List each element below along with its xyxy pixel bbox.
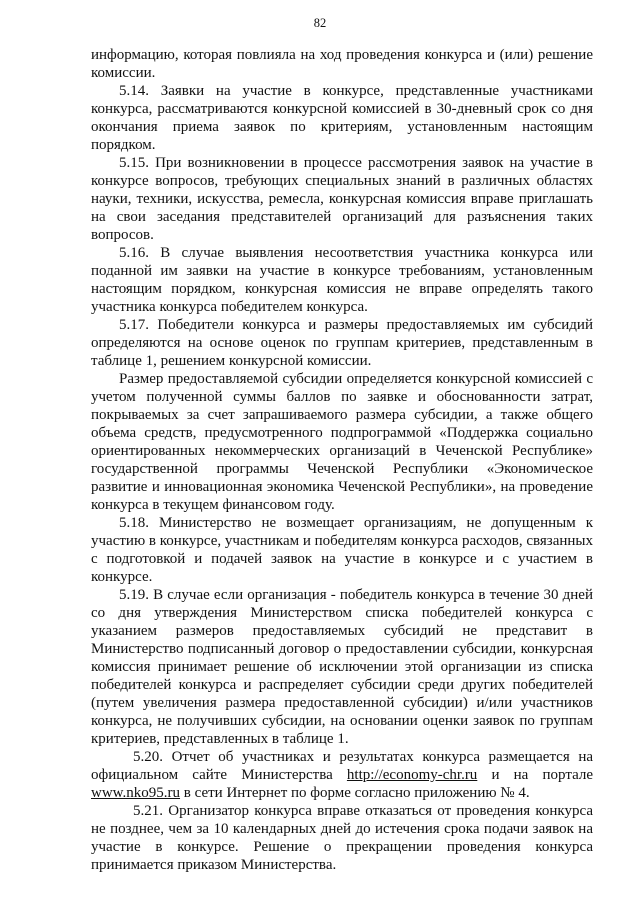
nko-portal-link[interactable]: www.nko95.ru xyxy=(91,785,181,801)
paragraph-5-16: 5.16. В случае выявления несоответствия участника конкурса или поданной им заявки на участие в конкурсе требованиям, установленным настоящим порядком, конкурсная комиссия не вправе определять такого участника конкурса победителем конкурса. xyxy=(91,245,593,315)
paragraph-5-15: 5.15. При возникновении в процессе рассмотрения заявок на участие в конкурсе вопросов, требующих специальных знаний в различных областях науки, техники, искусства, ремесла, конкурсная комиссия вправе приглашать на свои заседания представителей организаций для разъяснения таких вопросов. xyxy=(91,155,593,243)
paragraph-5-17: 5.17. Победители конкурса и размеры предоставляемых им субсидий определяются на основе оценок по группам критериев, представленным в таблице 1, решением конкурсной комиссии. xyxy=(91,317,593,369)
paragraph-5-20-text-2: и на портале xyxy=(477,767,594,783)
paragraph-continuation: информацию, которая повлияла на ход проведения конкурса и (или) решение комиссии. xyxy=(91,47,593,81)
paragraph-5-20 xyxy=(91,748,593,802)
paragraph-5-14: 5.14. Заявки на участие в конкурсе, представленные участниками конкурса, рассматриваются конкурсной комиссией в 30-дневный срок со дня окончания приема заявок по критериям, установленным настоящим порядком. xyxy=(91,83,593,153)
page-number: 82 xyxy=(313,16,327,30)
paragraph-subsidy-size: Размер предоставляемой субсидии определяется конкурсной комиссией с учетом полученной суммы баллов по заявке и обоснованности затрат, покрываемых за счет запрашиваемого размера субсидии, а также общего объема средств, предусмотренного подпрограммой «Поддержка социально ориентированных некоммерческих организаций в Чеченской Республике» государственной программы Чеченской Республики «Экономическое развитие и инновационная экономика Чеченской Республики», на проведение конкурса в текущем финансовом году. xyxy=(91,371,593,513)
paragraph-5-18: 5.18. Министерство не возмещает организациям, не допущенным к участию в конкурсе, участникам и победителям конкурса расходов, связанных с подготовкой и подачей заявок на участие в конкурсе и с участием в конкурсе. xyxy=(91,515,593,585)
document-body xyxy=(91,46,593,874)
paragraph-5-19: 5.19. В случае если организация - победитель конкурса в течение 30 дней со дня утверждения Министерством списка победителей конкурса с указанием размеров предоставляемых субсидий не представит в Министерство подписанный договор о предоставлении субсидии, конкурсная комиссия принимает решение об исключении этой организации из списка победителей конкурса и распределяет субсидии среди других победителей (путем увеличения размера предоставленной субсидии) и/или участников конкурса, не получивших субсидии, на основании оценки заявок по группам критериев, представленных в таблице 1. xyxy=(91,587,593,747)
paragraph-5-20-text-1: 5.20. Отчет об участниках и результатах конкурса размещается на официальном сайте Министерства xyxy=(91,749,593,783)
paragraph-5-20-text-3: в сети Интернет по форме согласно приложению № 4. xyxy=(180,785,530,801)
economy-site-link[interactable]: http://economy-chr.ru xyxy=(346,767,478,783)
paragraph-5-21: 5.21. Организатор конкурса вправе отказаться от проведения конкурса не позднее, чем за 10 календарных дней до истечения срока подачи заявок на участие в конкурсе. Решение о прекращении проведения конкурса принимается приказом Министерства. xyxy=(91,803,593,873)
